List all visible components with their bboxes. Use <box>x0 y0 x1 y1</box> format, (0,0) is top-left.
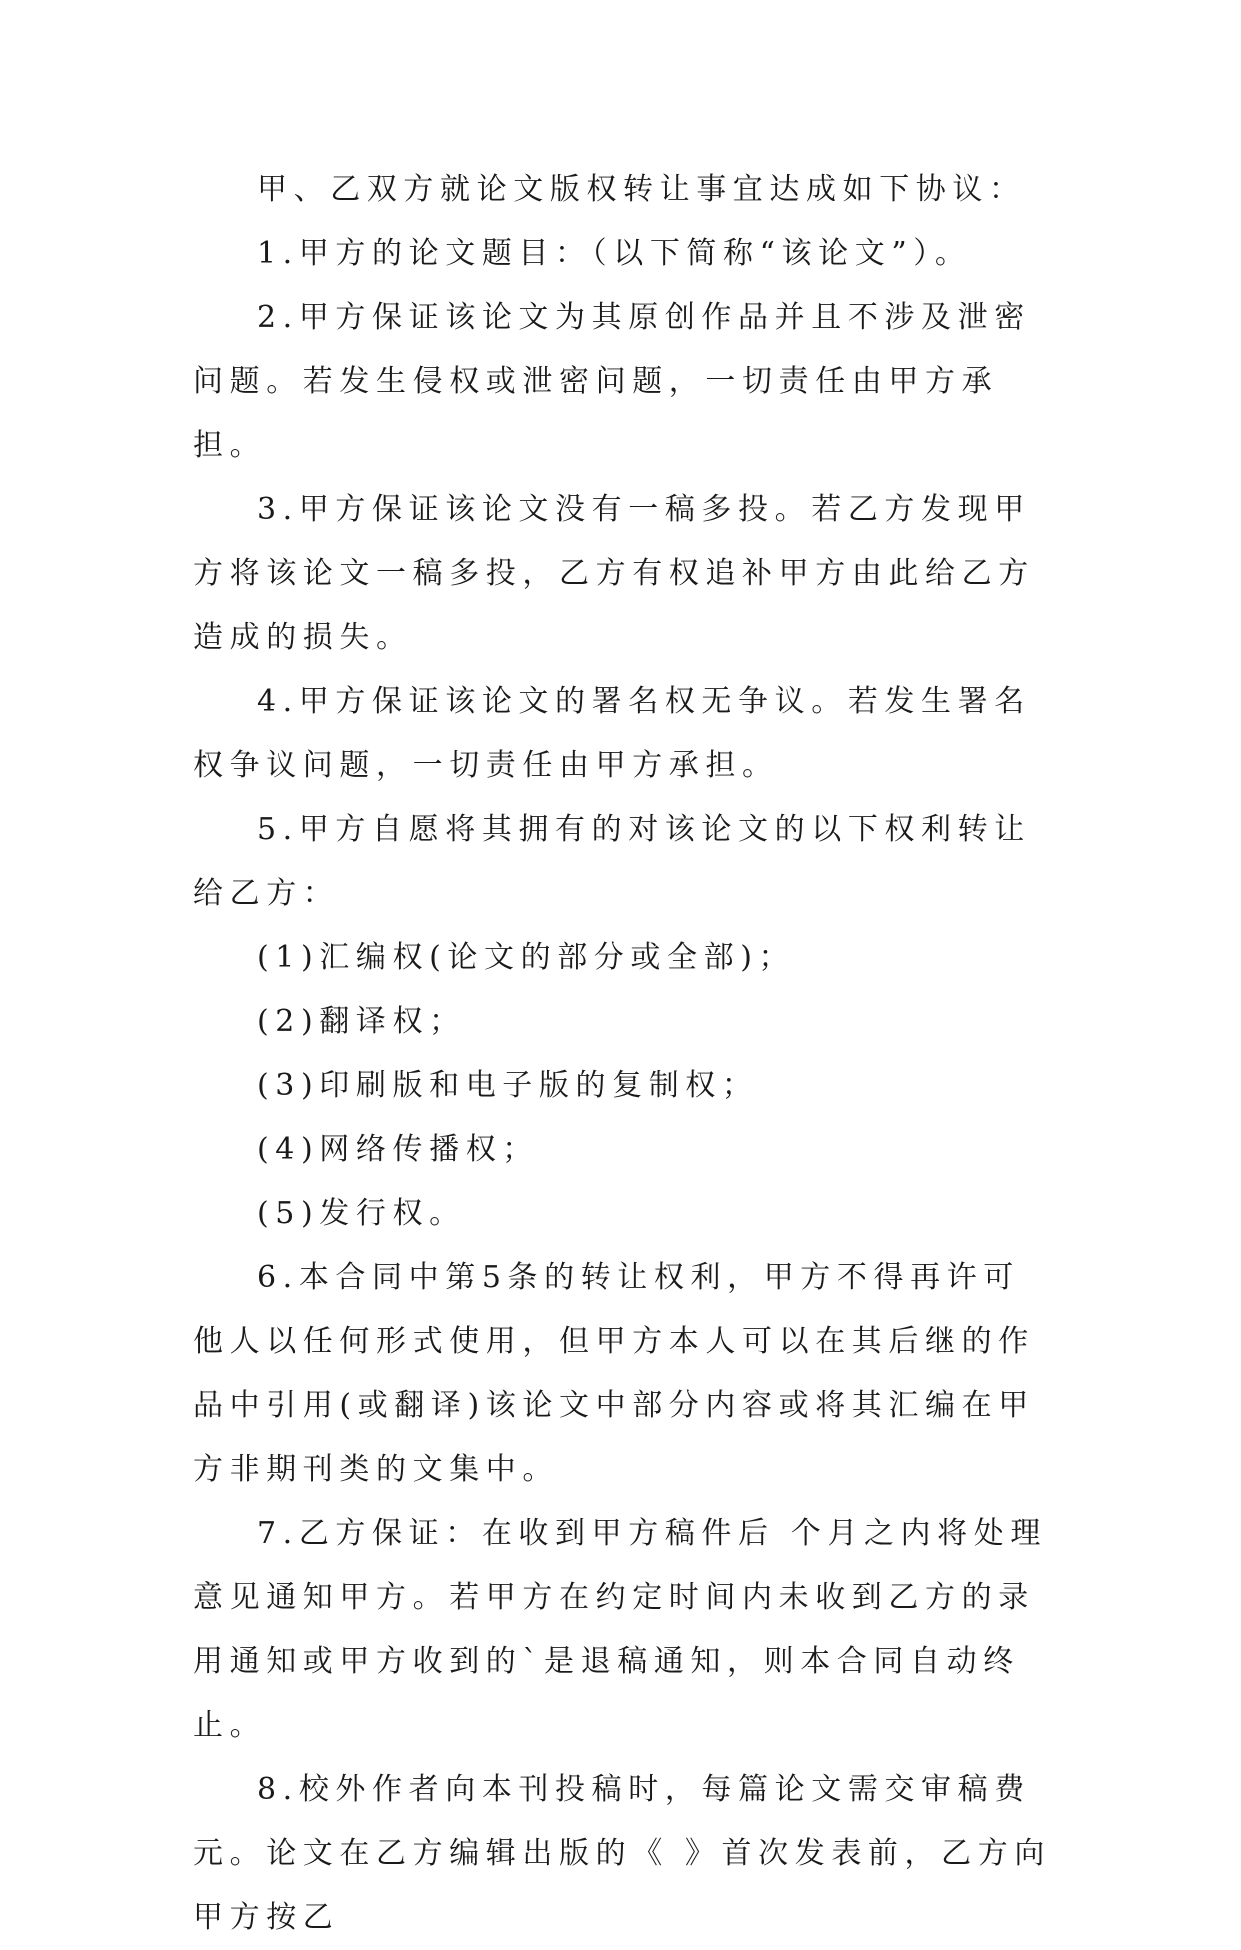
clause-2: 2.甲方保证该论文为其原创作品并且不涉及泄密问题。若发生侵权或泄密问题，一切责任由甲方承担。 <box>193 300 1031 463</box>
rights-item-3: (3)印刷版和电子版的复制权； <box>257 1068 759 1103</box>
clause-8: 8.校外作者向本刊投稿时，每篇论文需交审稿费 元。论文在乙方编辑出版的《 》首次发表前，乙方向甲方按乙 <box>193 1772 1051 1935</box>
document-body <box>193 158 1053 1950</box>
rights-item-5: (5)发行权。 <box>257 1196 466 1231</box>
clause-5: 5.甲方自愿将其拥有的对该论文的以下权利转让给乙方： <box>193 812 1031 911</box>
rights-item-4: (4)网络传播权； <box>257 1132 539 1167</box>
clause-4: 4.甲方保证该论文的署名权无争议。若发生署名权争议问题，一切责任由甲方承担。 <box>193 684 1031 783</box>
rights-item-1: (1)汇编权(论文的部分或全部)； <box>257 940 796 975</box>
rights-item-2: (2)翻译权； <box>257 1004 466 1039</box>
clause-7: 7.乙方保证：在收到甲方稿件后 个月之内将处理意见通知甲方。若甲方在约定时间内未收到乙方的录用通知或甲方收到的`是退稿通知，则本合同自动终止。 <box>193 1516 1047 1743</box>
clause-1: 1.甲方的论文题目：（以下简称“该论文”）。 <box>257 236 972 271</box>
clause-6: 6.本合同中第5条的转让权利，甲方不得再许可他人以任何形式使用，但甲方本人可以在其后继的作品中引用(或翻译)该论文中部分内容或将其汇编在甲方非期刊类的文集中。 <box>193 1260 1035 1487</box>
paragraph-intro: 甲、乙双方就论文版权转让事宜达成如下协议： <box>257 172 1026 207</box>
clause-3: 3.甲方保证该论文没有一稿多投。若乙方发现甲方将该论文一稿多投，乙方有权追补甲方由此给乙方造成的损失。 <box>193 492 1035 655</box>
